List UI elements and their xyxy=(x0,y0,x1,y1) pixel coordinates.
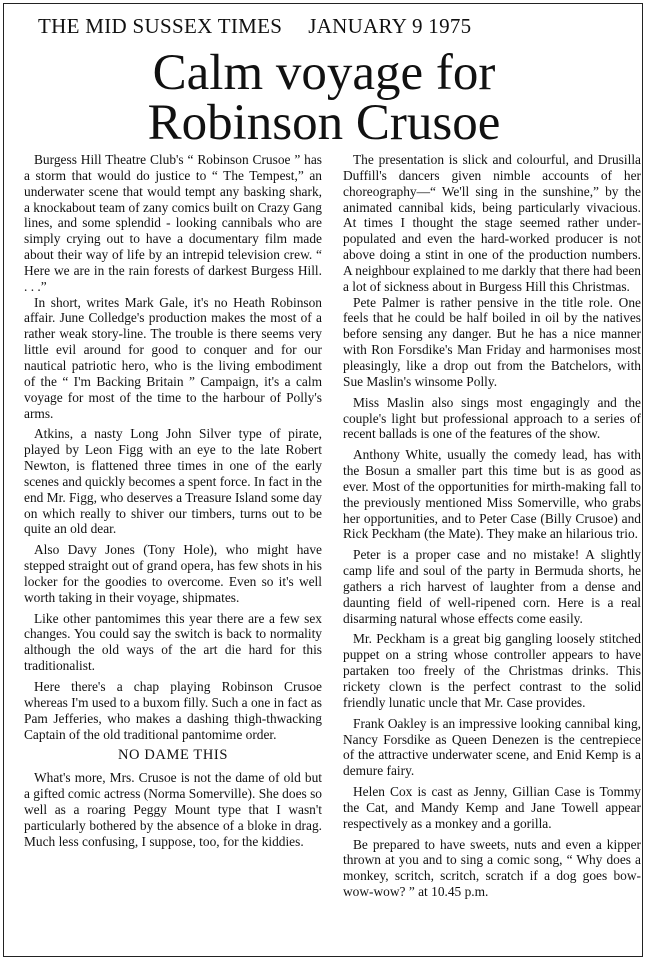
article-paragraph: Peter is a proper case and no mistake! A slightly camp life and soul of the party in Bermuda shorts, he gathers a rich harvest of laughter from a dense and daunting field of well-ripened corn. Here is a real disarming natural whose effects come easily. xyxy=(343,547,641,626)
headline-line-2: Robinson Crusoe xyxy=(147,95,501,151)
article-paragraph: Burgess Hill Theatre Club's “ Robinson Crusoe ” has a storm that would do justice to “ The Tempest,” an underwater scene that would tempt any basking shark, a knockabout team of zany comics built on Crazy Gang lines, and some splendid - looking cannibals who are simply crying out to have a documentary film made about their way of life by an intrepid television crew. “ Here we are in the rain forests of darkest Burgess Hill. . . .” xyxy=(24,152,322,294)
article-column-left xyxy=(24,152,322,854)
article-paragraph: Atkins, a nasty Long John Silver type of pirate, played by Leon Figg with an eye to the late Robert Newton, is flattened three times in one of the early scenes and quickly becomes a spent force. In fact in the end Mr. Figg, who deserves a Treasure Island some day on which really to shiver our timbers, turns out to be quite an old dear. xyxy=(24,426,322,537)
article-paragraph: In short, writes Mark Gale, it's no Heath Robinson affair. June Colledge's production makes the most of a rather weak story-line. The trouble is there seems very little evil around for good to conquer and for our nautical patriotic hero, who is the living embodiment of the “ I'm Backing Britain ” Campaign, it's a calm voyage for most of the time to the harbour of Polly's arms. xyxy=(24,294,322,421)
article-paragraph: Be prepared to have sweets, nuts and even a kipper thrown at you and to sing a comic song, “ Why does a monkey, scritch, scritch, scratch if a dog goes bow-wow-wow? ” at 10.45 p.m. xyxy=(343,836,641,900)
article-paragraph: Frank Oakley is an impressive looking cannibal king, Nancy Forsdike as Queen Denezen is the centrepiece of the attractive underwater scene, and Enid Kemp is a demure fairy. xyxy=(343,715,641,779)
issue-date: JANUARY 9 1975 xyxy=(308,14,472,38)
article-subhead: NO DAME THIS xyxy=(117,747,229,764)
newspaper-clipping xyxy=(3,3,643,957)
article-paragraph: Pete Palmer is rather pensive in the title role. One feels that he could be half boiled in oil by the natives before sensing any danger. But he has a nice manner with Ron Forsdike's Man Friday and harmonises most pleasingly, like a drop out from the Batchelors, with Sue Maslin's winsome Polly. xyxy=(343,294,641,389)
masthead xyxy=(38,14,472,39)
article-paragraph: Miss Maslin also sings most engagingly and the couple's light but professional approach to a series of recent ballads is one of the features of the show. xyxy=(343,394,641,442)
newspaper-name: THE MID SUSSEX TIMES xyxy=(38,14,283,38)
article-paragraph: What's more, Mrs. Crusoe is not the dame of old but a gifted comic actress (Norma Somerville). She does so well as a roaring Peggy Mount type that I wasn't particularly bothered by the absence of a bloke in drag. Much less confusing, I suppose, too, for the kiddies. xyxy=(24,770,322,849)
article-paragraph: Anthony White, usually the comedy lead, has with the Bosun a smaller part this time but is as good as ever. Most of the opportunities for mirth-making fall to the previously mentioned Miss Somerville, who grabs her opportunities, and to Peter Case (Billy Crusoe) and Rick Peckham (the Mate). They make an hilarious trio. xyxy=(343,447,641,542)
article-paragraph: Like other pantomimes this year there are a few sex changes. You could say the switch is back to normality although the old ways of the art die hard for this traditionalist. xyxy=(24,610,322,674)
article-paragraph: Here there's a chap playing Robinson Crusoe whereas I'm used to a buxom filly. Such a one in fact as Pam Jefferies, who makes a dashing thigh-thwacking Captain of the old traditional pantomime order. xyxy=(24,679,322,742)
article-paragraph: Also Davy Jones (Tony Hole), who might have stepped straight out of grand opera, has few shots in his locker for the goodies to overcome. Even so it's well worth taking in their voyage, shipmates. xyxy=(24,542,322,605)
article-paragraph: The presentation is slick and colourful, and Drusilla Duffill's dancers given nimble accounts of her choreography—“ We'll sing in the sunshine,” by the animated cannibal kids, being particularly vivacious. At times I thought the stage seemed rather under-populated and even the hard-worked producer is not above doing a stint in one of the production numbers. A neighbour explained to me darkly that there had been a lot of sickness about in Burgess Hill this Christmas. xyxy=(343,152,641,294)
article-paragraph: Mr. Peckham is a great big gangling loosely stitched puppet on a string whose controller appears to have partaken too freely of the Christmas drinks. This rickety clown is the perfect contrast to the solid friendly lunatic uncle that Mr. Case provides. xyxy=(343,631,641,710)
headline-line-1: Calm voyage for xyxy=(152,45,496,101)
article-column-right xyxy=(343,152,641,905)
article-paragraph: Helen Cox is cast as Jenny, Gillian Case is Tommy the Cat, and Mandy Kemp and Jane Towell appear respectively as a monkey and a gorilla. xyxy=(343,784,641,831)
